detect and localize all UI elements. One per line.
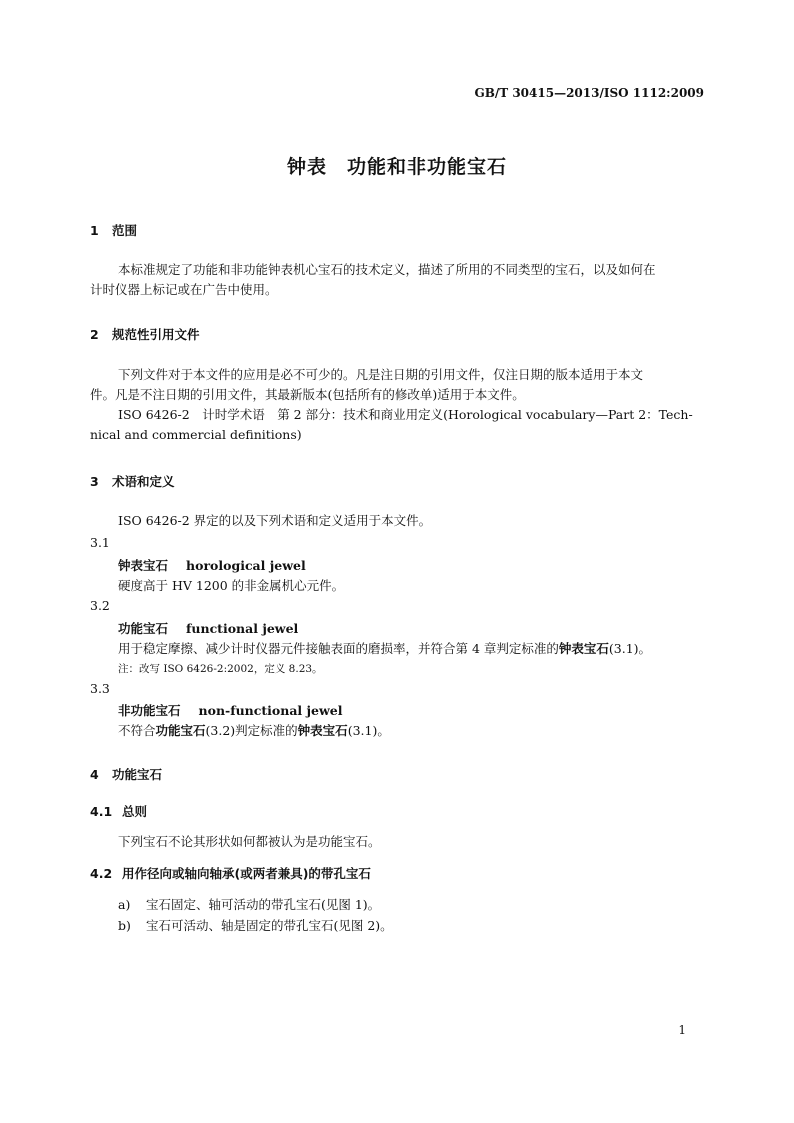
section-title: 范围 <box>112 223 138 238</box>
section-title: 用作径向或轴向轴承(或两者兼具)的带孔宝石 <box>122 866 371 881</box>
section-title: 规范性引用文件 <box>112 327 200 342</box>
definition-text: (3.2)判定标准的 <box>205 723 298 738</box>
term-3-1-heading <box>118 556 306 574</box>
term-reference: 功能宝石 <box>155 723 206 738</box>
definition-text: (3.1)。 <box>608 641 652 656</box>
section-number: 3 <box>90 474 99 489</box>
term-3-1-number: 3.1 <box>90 535 110 550</box>
term-reference: 钟表宝石 <box>297 723 348 738</box>
section-2-paragraph <box>90 365 704 445</box>
section-4-1-heading <box>90 802 147 820</box>
list-item-text: 宝石固定、轴可活动的带孔宝石(见图 1)。 <box>146 897 381 912</box>
paragraph-line: 本标准规定了功能和非功能钟表机心宝石的技术定义，描述了所用的不同类型的宝石，以及如何在 <box>118 262 656 277</box>
section-3-heading <box>90 472 175 490</box>
term-en: horological jewel <box>186 558 306 573</box>
term-3-2-heading <box>118 619 298 637</box>
term-3-3-number: 3.3 <box>90 681 110 696</box>
term-3-3-definition <box>118 721 390 739</box>
list-item-label: b) <box>118 918 131 933</box>
section-title: 总则 <box>122 804 148 819</box>
term-zh: 功能宝石 <box>118 621 169 636</box>
term-3-2-note: 注：改写 ISO 6426-2:2002，定义 8.23。 <box>118 663 323 675</box>
section-4-1-paragraph <box>90 832 704 852</box>
paragraph-line: 下列宝石不论其形状如何都被认为是功能宝石。 <box>118 834 381 849</box>
section-2-heading <box>90 325 200 343</box>
section-number: 2 <box>90 327 99 342</box>
definition-text: 不符合 <box>118 723 156 738</box>
list-item-label: a) <box>118 897 131 912</box>
section-number: 1 <box>90 223 99 238</box>
term-3-2-definition <box>118 639 651 657</box>
term-3-3-heading <box>118 701 342 719</box>
term-zh: 非功能宝石 <box>118 703 181 718</box>
term-3-2-number: 3.2 <box>90 598 110 613</box>
term-en: non-functional jewel <box>198 703 343 718</box>
term-en: functional jewel <box>186 621 299 636</box>
list-item <box>118 895 380 913</box>
list-item <box>118 916 393 934</box>
document-title: 钟表 功能和非功能宝石 <box>286 156 507 178</box>
paragraph-line: 下列文件对于本文件的应用是必不可少的。凡是注日期的引用文件，仅注日期的版本适用于本文 <box>118 367 644 382</box>
list-item-text: 宝石可活动、轴是固定的带孔宝石(见图 2)。 <box>146 918 393 933</box>
standard-number-header: GB/T 30415—2013/ISO 1112:2009 <box>474 86 704 100</box>
definition-text: 用于稳定摩擦、减少计时仪器元件接触表面的磨损率，并符合第 4 章判定标准的 <box>118 641 559 656</box>
reference-line: nical and commercial definitions) <box>90 427 302 442</box>
section-1-paragraph <box>90 260 704 300</box>
section-3-intro <box>90 511 704 531</box>
term-reference: 钟表宝石 <box>558 641 609 656</box>
section-title: 术语和定义 <box>112 474 175 489</box>
section-number: 4.2 <box>90 866 113 881</box>
page-number: 1 <box>678 1023 686 1037</box>
definition-text: (3.1)。 <box>347 723 390 738</box>
section-number: 4.1 <box>90 804 113 819</box>
section-number: 4 <box>90 767 99 782</box>
reference-line: ISO 6426-2 计时学术语 第 2 部分：技术和商业用定义(Horological vocabulary—Part 2：Tech- <box>118 407 693 422</box>
paragraph-line: 件。凡是不注日期的引用文件，其最新版本(包括所有的修改单)适用于本文件。 <box>90 387 525 402</box>
section-title: 功能宝石 <box>112 767 163 782</box>
paragraph-line: ISO 6426-2 界定的以及下列术语和定义适用于本文件。 <box>118 513 432 528</box>
term-zh: 钟表宝石 <box>118 558 169 573</box>
section-1-heading <box>90 221 137 239</box>
section-4-2-heading <box>90 864 371 882</box>
section-4-heading <box>90 765 162 783</box>
term-3-1-definition: 硬度高于 HV 1200 的非金属机心元件。 <box>118 578 345 593</box>
paragraph-line: 计时仪器上标记或在广告中使用。 <box>90 282 278 297</box>
